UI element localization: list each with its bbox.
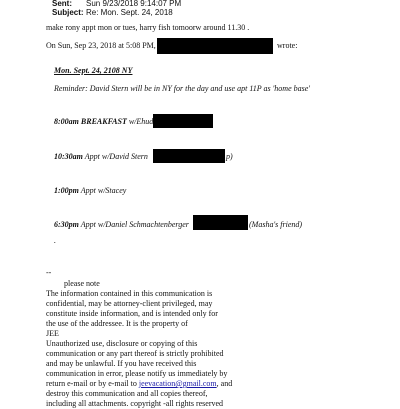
sent-label: Sent: [52, 0, 72, 8]
footer-line-email [46, 379, 232, 389]
sent-value: Sun 9/23/2018 9:14:07 PM [86, 0, 182, 8]
redaction-event-1 [153, 114, 213, 128]
event-text: w/Ehud [126, 117, 154, 126]
footer-line: communication in error, please notify us immediately by [46, 369, 228, 378]
event-stacey [54, 186, 126, 195]
redaction-event-2 [153, 149, 225, 163]
email-link[interactable]: jeevacation@gmail.com [138, 379, 217, 388]
footer-line: constitute inside information, and is intended only for [46, 309, 218, 318]
event-time: 6:30pm [54, 220, 79, 229]
quote-wrote: wrote: [277, 41, 298, 50]
event-suffix: p) [226, 152, 233, 161]
event-text: Appt w/David Stern [82, 152, 148, 161]
event-text: Appt w/Stacey [78, 186, 127, 195]
bullet-dot: . [54, 236, 56, 245]
footer-line: and may be unlawful. If you have received this [46, 359, 197, 368]
redaction-sender [157, 38, 273, 54]
redaction-event-4 [193, 215, 248, 230]
quote-intro: On Sun, Sep 23, 2018 at 5:08 PM, [46, 41, 156, 50]
footer-line: JEE [46, 329, 59, 338]
reply-text: make rony appt mon or tues, harry fish tomoorw around 11.30 . [46, 23, 250, 32]
schedule-date-heading: Mon. Sept. 24, 2108 NY [54, 66, 133, 75]
event-breakfast [54, 117, 153, 126]
event-text: Appt w/Daniel Schmachtenberger [78, 220, 189, 229]
footer-line: confidential, may be attorney-client privileged, may [46, 299, 213, 308]
event-daniel [54, 220, 189, 229]
footer-line: communication or any part thereof is strictly prohibited [46, 349, 224, 358]
footer-disclaimer [46, 289, 232, 409]
return-prefix: return e-mail or by e-mail to [46, 379, 139, 388]
footer-please-note: please note [64, 279, 100, 288]
subject-label: Subject: [52, 8, 84, 17]
event-time: 10:30am [54, 152, 83, 161]
return-suffix: , and [216, 379, 233, 388]
subject-value: Re: Mon. Sept. 24, 2018 [86, 8, 173, 17]
event-time: 8:00am [54, 117, 79, 126]
event-time: 1:00pm [54, 186, 79, 195]
footer-line: The information contained in this communication is [46, 289, 213, 298]
footer-dashes: -- [46, 268, 52, 277]
footer-line: destroy this communication and all copies thereof, [46, 389, 208, 398]
schedule-reminder: Reminder: David Stern will be in NY for the day and use apt 11P as 'home base' [54, 84, 310, 93]
footer-line: the use of the addressee. It is the property of [46, 319, 188, 328]
footer-line: including all attachments. copyright -all rights reserved [46, 399, 224, 408]
event-suffix: (Masha's friend) [249, 220, 303, 229]
footer-line: Unauthorized use, disclosure or copying of this [46, 339, 198, 348]
event-david-stern [54, 152, 148, 161]
event-bold-text: BREAKFAST [80, 117, 127, 126]
